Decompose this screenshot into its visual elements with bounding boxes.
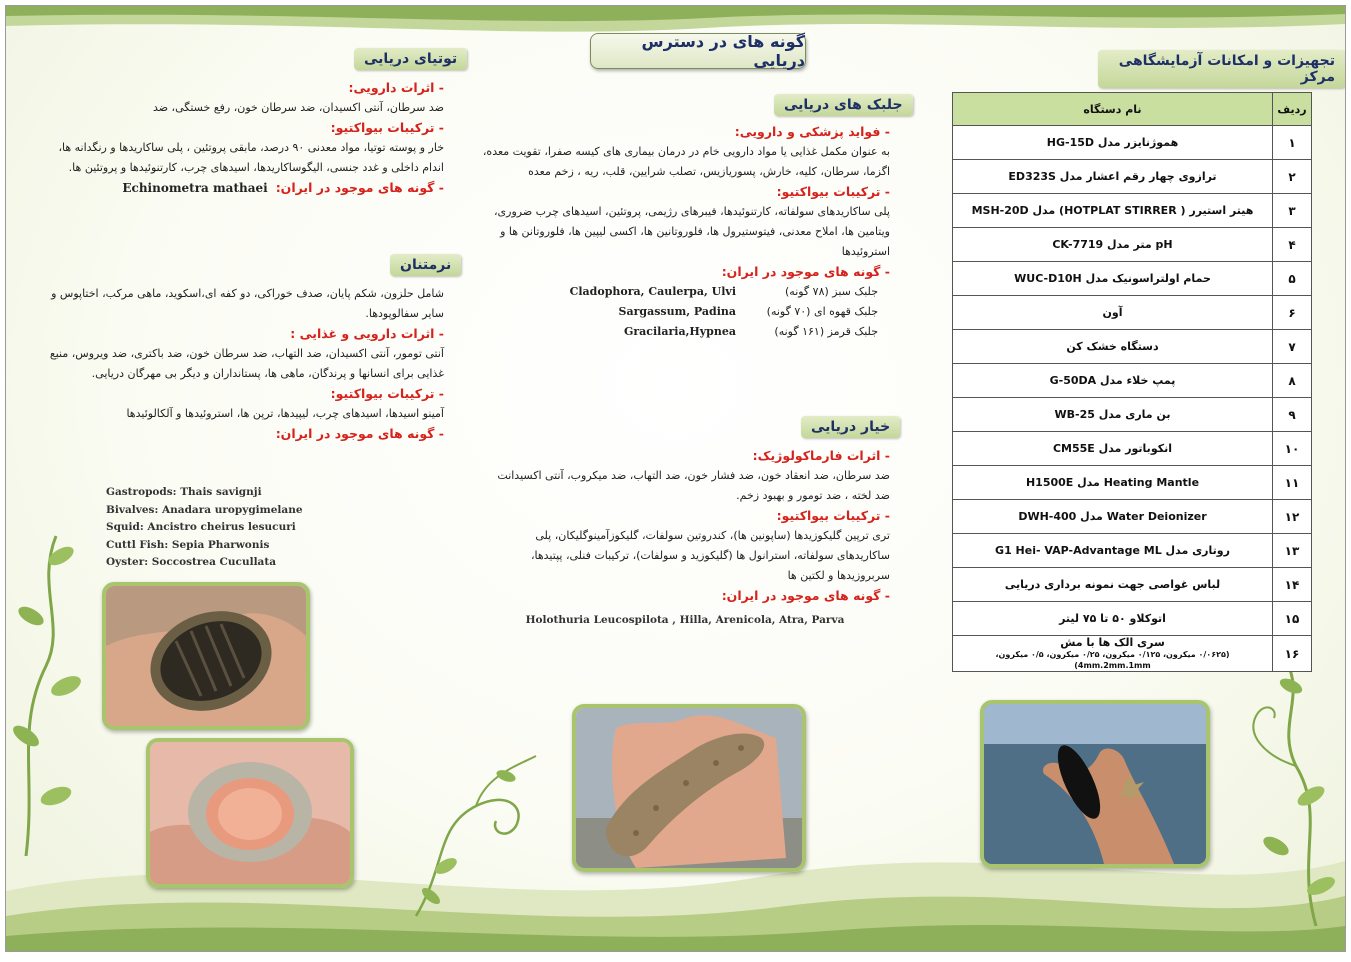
equipment-table-body [953,126,1312,672]
equipment-name: روتاری مدل G1 Hei- VAP-Advantage ML [995,544,1230,557]
urchin-species-latin: Echinometra mathaei [122,181,268,195]
equipment-name: حمام اولتراسونیک مدل WUC-D10H [1014,272,1211,285]
algae-species-list [480,282,890,342]
equipment-index-cell: ۱۱ [1273,466,1312,500]
equipment-name-cell [953,262,1273,296]
cucumber-pharma-label: - اثرات فارماکولوژیک: [752,448,890,463]
algae-species-label: - گونه های موجود در ایران: [721,264,890,279]
equipment-index-cell: ۹ [1273,398,1312,432]
equipment-heading: تجهیزات و امکانات آزمایشگاهی مرکز [1098,50,1345,88]
table-row [953,262,1312,296]
equipment-name-cell [953,500,1273,534]
equipment-name: لباس غواصی جهت نمونه برداری دریایی [1004,578,1221,591]
table-row [953,160,1312,194]
mollusc-bioactive-label: - ترکیبات بیواکتیو: [330,386,444,401]
equipment-name: دستگاه خشک کن [1066,340,1159,353]
photo-sea-cucumber-hand [572,704,806,872]
cucumber-section [480,446,890,630]
table-row [953,364,1312,398]
equipment-index-cell: ۵ [1273,262,1312,296]
equipment-name: آون [1102,306,1123,319]
mollusc-species-label: - گونه های موجود در ایران: [275,426,444,441]
vine-left-decoration [6,526,96,856]
equipment-name-cell [953,126,1273,160]
photo-abalone [146,738,354,888]
vine-right-decoration [1216,656,1341,926]
table-row [953,602,1312,636]
algae-bioactive-label: - ترکیبات بیواکتیو: [776,184,890,199]
table-row [953,330,1312,364]
list-item [480,282,878,302]
equipment-name-cell [953,534,1273,568]
equipment-index-cell: ۱۵ [1273,602,1312,636]
urchin-effects-label: - اثرات دارویی: [348,80,444,95]
equipment-name: سری الک ها با مش [1060,636,1165,649]
algae-heading: جلبک های دریایی [774,94,913,116]
mollusc-species-list [106,484,366,572]
equipment-name: بن ماری مدل WB-25 [1054,408,1171,421]
col-index-header: ردیف [1273,93,1312,126]
main-title: گونه های در دسترس دریایی [590,33,806,69]
equipment-name: Heating Mantle مدل H1500E [1025,476,1200,489]
mollusc-section [34,284,444,444]
mollusc-bioactive-text: آمینو اسیدها، اسیدهای چرب، لیپیدها، ترپن ها، استروئیدها و آلکالوئیدها [126,407,444,420]
equipment-name-cell [953,364,1273,398]
list-item: Oyster: Soccostrea Cucullata [106,556,277,568]
table-row [953,466,1312,500]
mollusc-effects-text: آنتی تومور، آنتی اکسیدان، ضد التهاب، ضد سرطان خون، ضد باکتری، ضد ویروس، منبع غذایی برای انسانها و پرندگان، ماهی ها، پستانداران و دیگر بی مهرگان دریایی. [49,347,444,380]
algae-species-fa: جلبک سبز (۷۸ گونه) [785,285,878,298]
equipment-note: (۰/۰۶۲۵ میکرون، ۰/۱۲۵ میکرون، ۰/۲۵ میکرون، ۰/۵ میکرون، 4mm.2mm.1mm) [995,650,1230,670]
equipment-name-cell [953,398,1273,432]
equipment-index-cell: ۱۰ [1273,432,1312,466]
equipment-index-cell: ۷ [1273,330,1312,364]
table-row [953,500,1312,534]
equipment-index-cell: ۱۴ [1273,568,1312,602]
urchin-bioactive-label: - ترکیبات بیواکتیو: [330,120,444,135]
equipment-name-cell [953,330,1273,364]
equipment-index-cell: ۶ [1273,296,1312,330]
col-name-header: نام دستگاه [953,93,1273,126]
equipment-name: Water Deionizer مدل DWH-400 [1018,510,1207,523]
equipment-index-cell: ۱۲ [1273,500,1312,534]
brochure-page [5,5,1346,952]
list-item: Gastropods: Thais savignji [106,486,262,498]
algae-species-latin: Sargassum, Padina [618,305,736,318]
mollusc-intro-text: شامل حلزون، شکم پایان، صدف خوراکی، دو کفه ای،اسکوید، ماهی مرکب، اختاپوس و سایر سفالوپودها. [51,287,444,320]
cucumber-pharma-text: ضد سرطان، ضد انعقاد خون، ضد فشار خون، ضد التهاب، ضد میکروب، آنتی اکسیدانت ضد لخته ، ضد تومور و بهبود زخم. [497,469,890,502]
table-row [953,194,1312,228]
algae-species-latin: Cladophora, Caulerpa, Ulvi [569,285,736,298]
table-row [953,126,1312,160]
equipment-name-cell [953,602,1273,636]
cucumber-species-latin: Holothuria Leucospilota , Hilla, Arenicola, Atra, Parva [525,614,845,626]
urchin-heading: توتیای دریایی [354,48,467,70]
equipment-name-cell [953,432,1273,466]
algae-bioactive-text: پلی ساکاریدهای سولفاته، کارتنوئیدها، فیبرهای رژیمی، پروتئین، اسیدهای چرب ضروری، ویتامین ها، املاح معدنی، فیتوستیرول ها، فلوروتانین ها، اکسی لیپین ها، فلوروتانن ها و استروئیدها [493,205,890,258]
equipment-index-cell: ۳ [1273,194,1312,228]
equipment-name: هموژنایزر مدل HG-15D [1046,136,1179,149]
equipment-index-cell: ۲ [1273,160,1312,194]
equipment-name: پمپ خلاء مدل G-50DA [1049,374,1176,387]
cucumber-heading: خیار دریایی [801,416,900,438]
algae-medical-label: - فواید پزشکی و دارویی: [734,124,890,139]
mollusc-effects-label: - اثرات دارویی و غذایی : [290,326,444,341]
table-row [953,432,1312,466]
list-item [480,302,878,322]
algae-species-fa: جلبک قرمز (۱۶۱ گونه) [774,325,878,338]
urchin-effects-text: ضد سرطان، آنتی اکسیدان، ضد سرطان خون، رفع خستگی، ضد [152,101,444,114]
table-row [953,636,1312,672]
equipment-name: اتوکلاو ۵۰ تا ۷۵ لیتر [1059,612,1166,625]
list-item: Bivalves: Anadara uropygimelane [106,503,303,516]
equipment-index-cell: ۱۶ [1273,636,1312,672]
equipment-name: pH متر مدل CK-7719 [1052,238,1173,251]
table-header-row [953,93,1312,126]
equipment-name: ترازوی چهار رقم اعشار مدل ED323S [1008,170,1217,183]
equipment-table [952,92,1312,672]
list-item: Squid: Ancistro cheirus lesucuri [106,521,296,533]
table-row [953,228,1312,262]
algae-species-fa: جلبک قهوه ای (۷۰ گونه) [766,305,878,318]
photo-sea-cucumber-beach [980,700,1210,868]
equipment-index-cell: ۸ [1273,364,1312,398]
equipment-index-cell: ۱۳ [1273,534,1312,568]
algae-section [480,122,890,342]
urchin-species-label: - گونه های موجود در ایران: [275,180,444,195]
table-row [953,296,1312,330]
list-item [480,322,878,342]
urchin-bioactive-text: خار و پوسته توتیا، مواد معدنی ۹۰ درصد، مابقی پروتئین ، پلی ساکاریدها و رنگدانه ها، اندام داخلی و غدد جنسی، الیگوساکاریدها، اسیدهای چرب، کارتنوئیدها و پروتئین ها. [58,141,444,174]
table-row [953,568,1312,602]
equipment-name-cell [953,296,1273,330]
urchin-section [34,78,444,198]
table-row [953,534,1312,568]
vine-middle-decoration [406,746,556,926]
table-row [953,398,1312,432]
equipment-index-cell: ۴ [1273,228,1312,262]
equipment-name-cell [953,568,1273,602]
mollusc-heading: نرمتنان [390,254,461,276]
equipment-name-cell [953,160,1273,194]
cucumber-species-label: - گونه های موجود در ایران: [721,588,890,603]
equipment-name-cell [953,466,1273,500]
equipment-name-cell [953,228,1273,262]
cucumber-bioactive-text: تری ترپین گلیکوزیدها (ساپونین ها)، کندروتین سولفات، گلیکوزآمینوگلیکان، پلی ساکاریدهای سولفاته، استرانول ها (گلیکوزید و سولفات)، ترکیبات فنلی، پپتیدها، سربروزیدها و لکتین ها [530,529,890,582]
equipment-name-cell [953,194,1273,228]
algae-medical-text: به عنوان مکمل غذایی یا مواد دارویی خام در درمان بیماری های کیسه صفرا، تقویت معده، اگزما، سرطان، کلیه، خارش، پسوریازیس، تصلب شرایین، قلب، ریه ، زخم معده [482,145,890,178]
equipment-index-cell: ۱ [1273,126,1312,160]
equipment-name-cell [953,636,1273,672]
algae-species-latin: Gracilaria,Hypnea [623,325,736,338]
cucumber-bioactive-label: - ترکیبات بیواکتیو: [776,508,890,523]
photo-chiton [102,582,310,730]
equipment-name: هیتر استیرر ( HOTPLAT STIRRER) مدل MSH-20D [971,204,1254,217]
equipment-name: انکوباتور مدل CM55E [1052,442,1173,455]
list-item: Cuttl Fish: Sepia Pharwonis [106,538,270,551]
